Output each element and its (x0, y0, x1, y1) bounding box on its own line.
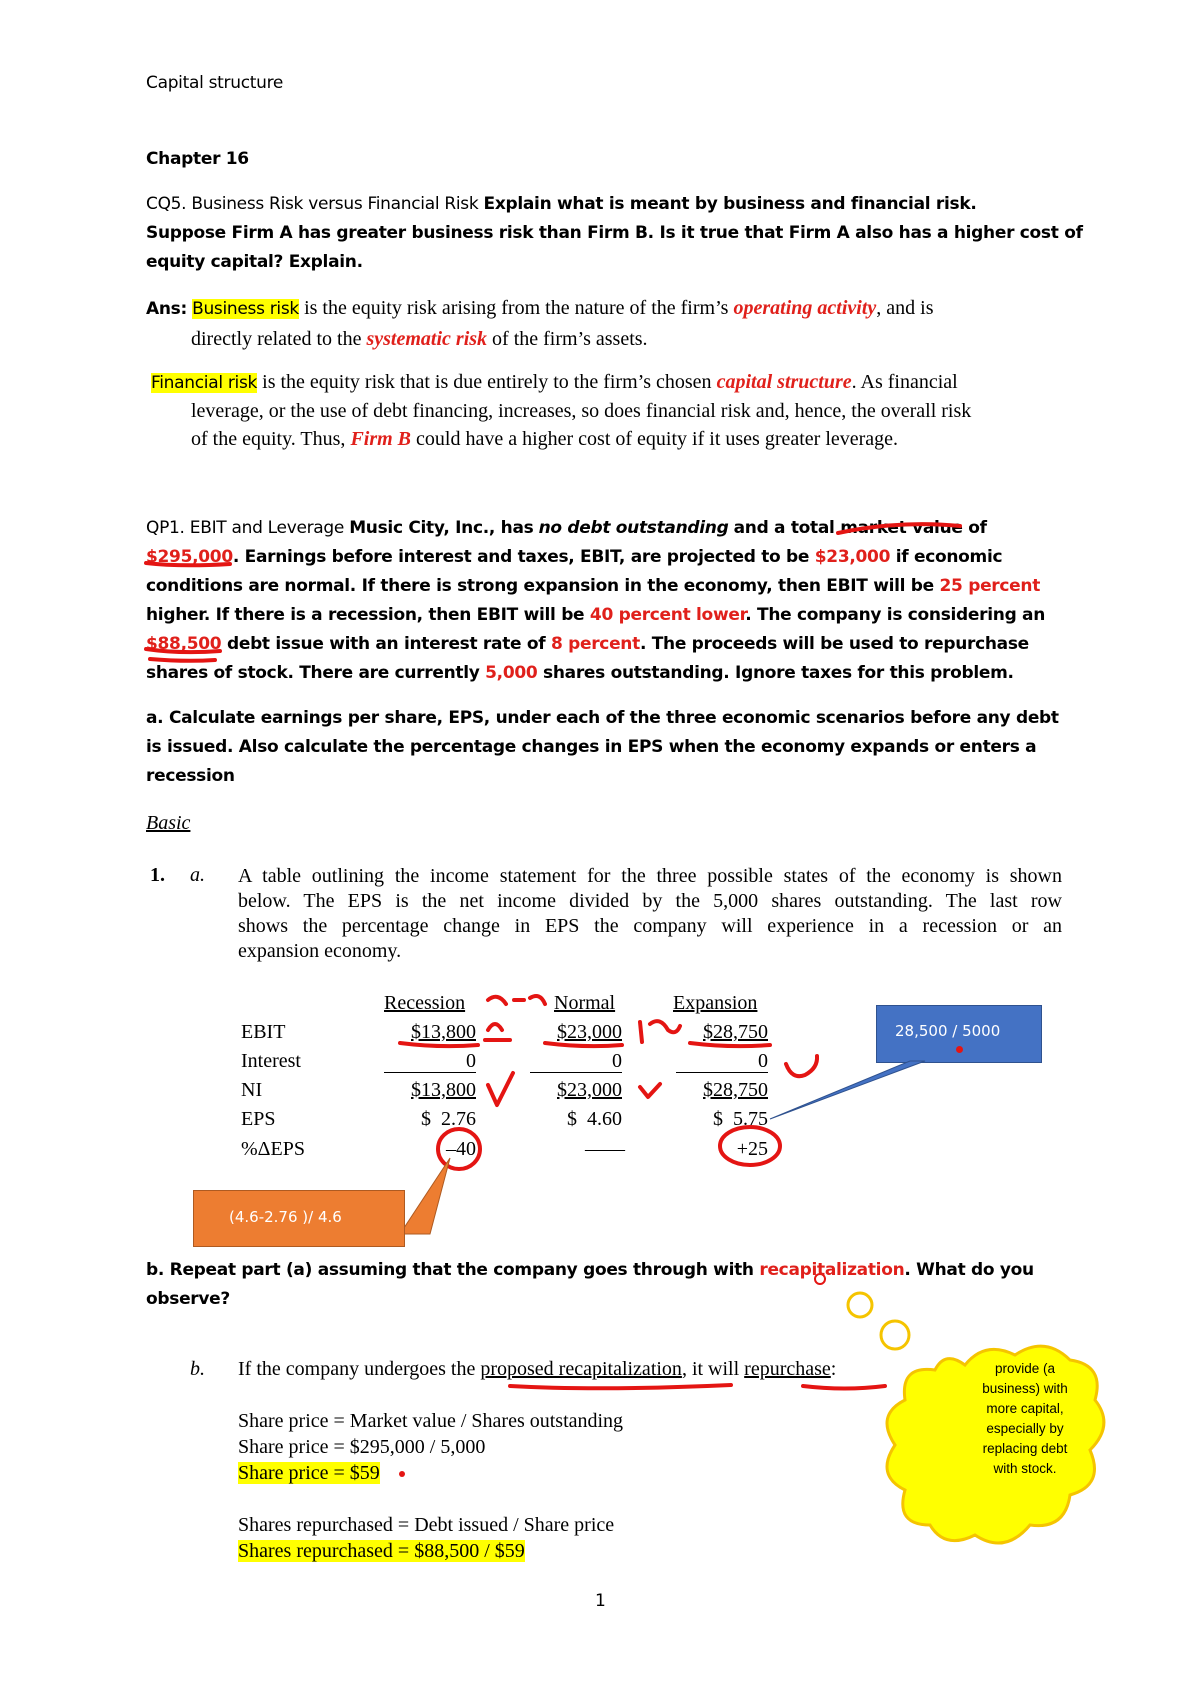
col-header-recession: Recession (384, 992, 466, 1014)
solution-b-letter: b. (190, 1358, 205, 1380)
ink-underline-repurchase (803, 1386, 885, 1389)
qp1-text: . Earnings before interest and taxes, EBIT, are projected to be (232, 547, 810, 567)
cell-interest-normal: 0 (530, 1050, 622, 1073)
ink-dot-share-price (399, 1471, 405, 1477)
cell-ni-recession: $13,800 (411, 1079, 476, 1101)
cell-eps-recession: $ 2.76 (421, 1108, 476, 1130)
solution-line: expansion economy. (238, 940, 402, 962)
repurchase-term: repurchase (744, 1358, 831, 1380)
qp1-text: shares of stock. There are currently (146, 663, 480, 683)
col-header-normal: Normal (554, 992, 616, 1014)
answer-text: of the equity. Thus, (191, 428, 346, 450)
financial-risk-term: Financial risk (151, 373, 258, 393)
value-23000: $23,000 (814, 547, 891, 567)
cq5-question-1: Explain what is meant by business and financial risk. (483, 194, 977, 214)
solution-line: A table outlining the income statement for the three possible states of the economy is shown (238, 865, 1062, 887)
solution-line: shows the percentage change in EPS the company will experience in a recession or an (238, 915, 1062, 937)
chapter-title: Chapter 16 (146, 149, 249, 169)
col-header-expansion: Expansion (673, 992, 758, 1014)
row-label-ni: NI (241, 1079, 263, 1101)
value-5000: 5,000 (485, 663, 538, 683)
part-a-line-1: a. Calculate earnings per share, EPS, under each of the three economic scenarios before any debt (146, 708, 1059, 728)
value-25-percent: 25 percent (939, 576, 1041, 596)
page-number: 1 (595, 1591, 606, 1611)
part-b-text: Repeat part (a) assuming that the company goes through with (169, 1260, 754, 1280)
cell-ni-normal: $23,000 (557, 1079, 622, 1101)
qp1-text: shares outstanding. Ignore taxes for this problem. (543, 663, 1014, 683)
qp1-text: and a total market value of (733, 518, 987, 538)
cq5-topic: Business Risk versus Financial Risk (191, 194, 479, 214)
qp1-topic: EBIT and Leverage (189, 518, 345, 538)
formula-3-wrap (238, 1462, 380, 1485)
row-label-pct-eps: %ΔEPS (241, 1138, 305, 1160)
cell-interest-expansion: 0 (676, 1050, 768, 1073)
answer-line-4: leverage, or the use of debt financing, increases, so does financial risk and, hence, the overall risk (191, 400, 972, 422)
cell-pct-recession: –40 (446, 1138, 476, 1160)
solution-letter: a. (190, 864, 205, 886)
cell-ebit-recession: $13,800 (411, 1021, 476, 1043)
ink-underline-proposed (510, 1385, 731, 1388)
value-88500: $88,500 (146, 634, 222, 654)
solution-line: below. The EPS is the net income divided by the 5,000 shares outstanding. The last row (238, 890, 1062, 912)
solution-number: 1. (150, 864, 165, 886)
value-8-percent: 8 percent (550, 634, 640, 654)
cell-ebit-normal: $23,000 (557, 1021, 622, 1043)
value-295000: $295,000 (146, 547, 233, 567)
recapitalization-term: recapitalization (759, 1260, 905, 1280)
capital-structure-term: capital structure (716, 371, 852, 393)
page-header: Capital structure (146, 73, 284, 93)
answer-text: is the equity risk arising from the nature of the firm’s (304, 297, 729, 319)
qp1-text: conditions are normal. If there is strong expansion in the economy, then EBIT will be (146, 576, 934, 596)
qp1-text: debt issue with an interest rate of (226, 634, 546, 654)
row-label-eps: EPS (241, 1108, 276, 1130)
formula-5-wrap (238, 1540, 525, 1563)
basic-heading: Basic (146, 812, 191, 834)
orange-callout-text: (4.6-2.76 )/ 4.6 (229, 1208, 342, 1226)
row-label-interest: Interest (241, 1050, 301, 1072)
qp1-text: if economic (895, 547, 1003, 567)
qp1-text: . The proceeds will be used to repurchase (639, 634, 1029, 654)
cell-pct-normal: —— (585, 1138, 625, 1160)
cq5-label: CQ5. (146, 194, 187, 214)
cell-interest-recession: 0 (384, 1050, 476, 1073)
cloud-line: especially by (986, 1421, 1064, 1436)
answer-text: , and is (876, 297, 934, 319)
value-40-percent: 40 percent lower (589, 605, 746, 625)
part-a-line-3: recession (146, 766, 235, 786)
cloud-line: more capital, (986, 1401, 1064, 1416)
part-b-text: . What do you (904, 1260, 1034, 1280)
formula-4: Shares repurchased = Debt issued / Share price (238, 1514, 615, 1536)
qp1-text: Music City, Inc., has (349, 518, 534, 538)
cell-ni-expansion: $28,750 (703, 1079, 768, 1101)
cloud-line: provide (a (994, 1361, 1056, 1376)
cell-eps-normal: $ 4.60 (567, 1108, 622, 1130)
operating-activity-term: operating activity (733, 297, 877, 319)
cloud-line: replacing debt (982, 1441, 1068, 1456)
answer-text: of the firm’s assets. (492, 328, 648, 350)
cell-pct-expansion: +25 (736, 1138, 768, 1160)
solution-b-text: , it will (681, 1358, 740, 1380)
firm-b-term: Firm B (350, 428, 412, 450)
answer-text: is the equity risk that is due entirely to the firm’s chosen (262, 371, 712, 393)
solution-b-text: If the company undergoes the (238, 1358, 476, 1380)
qp1-text: . The company is considering an (745, 605, 1046, 625)
row-label-ebit: EBIT (241, 1021, 286, 1043)
business-risk-term: Business risk (192, 299, 299, 319)
answer-text: directly related to the (191, 328, 362, 350)
answer-text: could have a higher cost of equity if it uses greater leverage. (416, 428, 899, 450)
part-a-line-2: is issued. Also calculate the percentage changes in EPS when the economy expands or enters a (146, 737, 1037, 757)
part-b-label: b. (146, 1260, 165, 1280)
proposed-recap-term: proposed recapitalization (480, 1358, 682, 1380)
formula-5: Shares repurchased = $88,500 / $59 (238, 1540, 525, 1562)
qp1-label: QP1. (146, 518, 185, 538)
answer-label: Ans: (146, 299, 187, 319)
cq5-question-3: equity capital? Explain. (146, 252, 363, 272)
cloud-line: with stock. (993, 1461, 1057, 1476)
part-b-line-2: observe? (146, 1289, 230, 1309)
solution-b-text: : (830, 1358, 837, 1380)
qp1-text: higher. If there is a recession, then EBIT will be (146, 605, 585, 625)
formula-3: Share price = $59 (238, 1462, 380, 1484)
blue-callout-text: 28,500 / 5000 (895, 1022, 1001, 1040)
systematic-risk-term: systematic risk (366, 328, 488, 350)
no-debt-term: no debt outstanding (538, 518, 729, 538)
formula-1: Share price = Market value / Shares outstanding (238, 1410, 624, 1432)
cloud-line: business) with (982, 1381, 1068, 1396)
cell-eps-expansion: $ 5.75 (713, 1108, 768, 1130)
cq5-question-2: Suppose Firm A has greater business risk than Firm B. Is it true that Firm A also has a higher cost of (146, 223, 1083, 243)
cell-ebit-expansion: $28,750 (703, 1021, 768, 1043)
formula-2: Share price = $295,000 / 5,000 (238, 1436, 486, 1458)
answer-text: . As financial (851, 371, 958, 393)
